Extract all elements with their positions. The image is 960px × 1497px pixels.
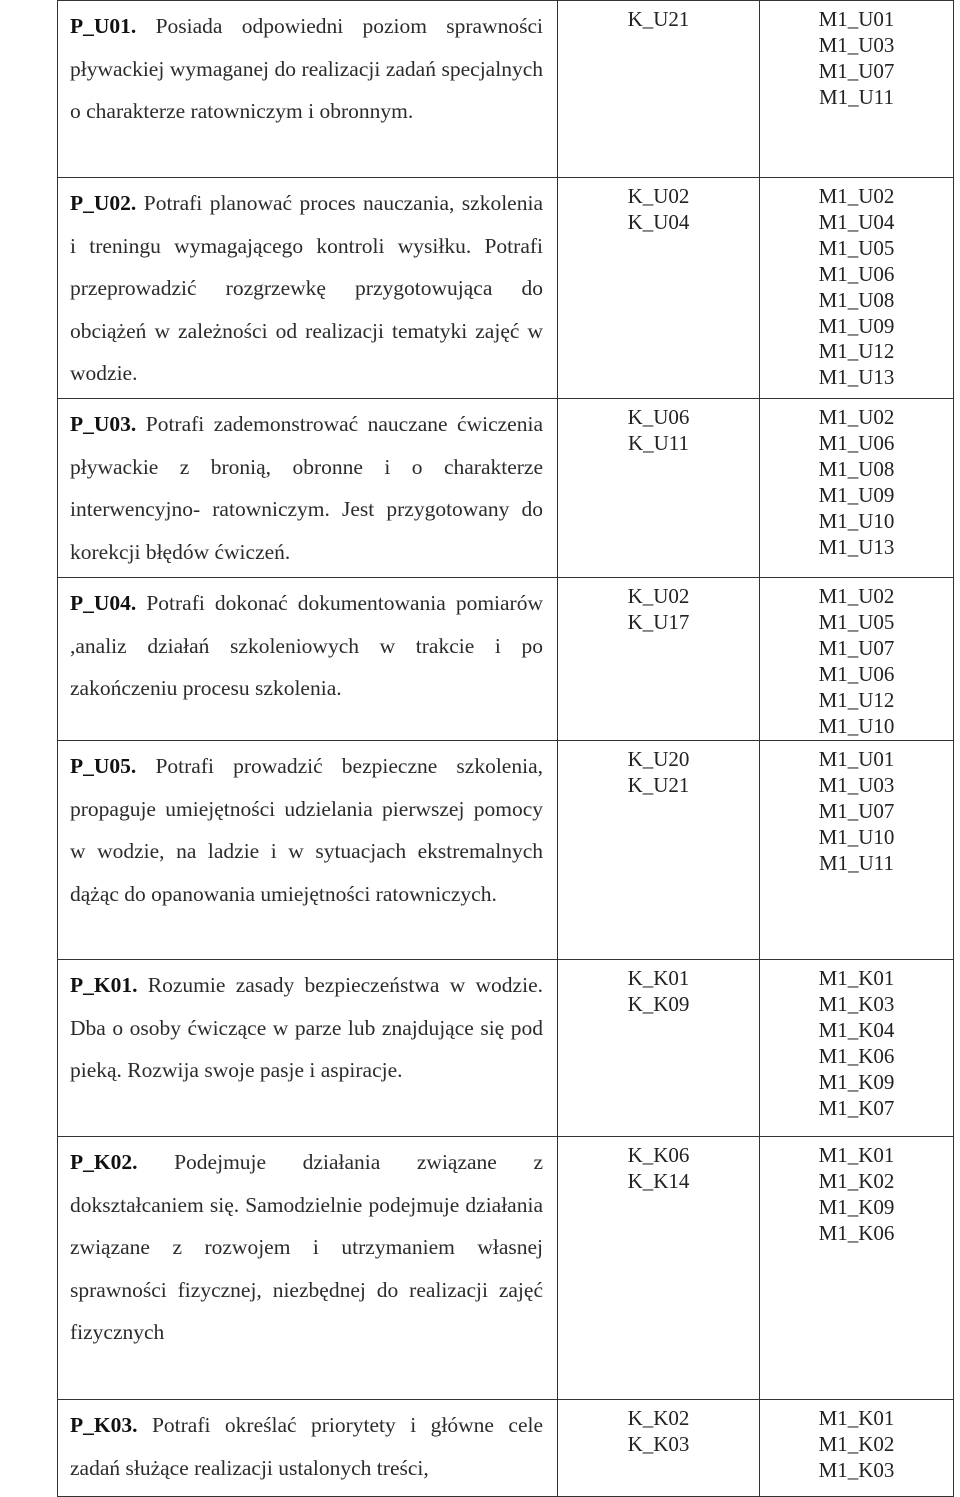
area-outcome-code: M1_U11 bbox=[818, 84, 895, 109]
area-outcome-code: M1_U06 bbox=[818, 261, 895, 286]
area-outcome-code: M1_K03 bbox=[818, 1457, 895, 1482]
area-outcome-code: M1_K09 bbox=[818, 1194, 895, 1219]
area-outcome-code: M1_U05 bbox=[818, 609, 895, 634]
field-outcome-code: K_K01 bbox=[627, 966, 690, 990]
area-outcomes-cell bbox=[760, 178, 954, 399]
field-outcome-code: K_U02 bbox=[627, 584, 690, 608]
area-outcome-code: M1_U08 bbox=[818, 456, 895, 481]
area-outcome-code: M1_U11 bbox=[818, 850, 895, 875]
outcome-description bbox=[58, 578, 558, 741]
area-outcome-code: M1_K07 bbox=[818, 1095, 895, 1120]
field-outcome-code: K_K03 bbox=[627, 1431, 690, 1456]
outcome-text: Potrafi określać priorytety i główne cele zadań służące realizacji ustalonych treści, bbox=[70, 1413, 543, 1480]
area-outcome-code: M1_U05 bbox=[818, 235, 895, 260]
outcome-code: P_U04. bbox=[70, 591, 137, 615]
area-outcome-code: M1_U07 bbox=[818, 635, 895, 660]
outcome-code: P_U03. bbox=[70, 412, 137, 436]
outcome-text: Potrafi zademonstrować nauczane ćwiczenia pływackie z bronią, obronne i o charakterze interwencyjno- ratowniczym. Jest przygotowany do korekcji błędów ćwiczeń. bbox=[70, 412, 543, 564]
field-outcomes-cell bbox=[558, 1, 760, 178]
field-outcome-code: K_U04 bbox=[627, 209, 690, 234]
outcome-description bbox=[58, 1137, 558, 1400]
area-outcomes-cell bbox=[760, 1, 954, 178]
area-outcome-code: M1_U07 bbox=[818, 58, 895, 83]
field-outcomes-cell bbox=[558, 578, 760, 741]
area-outcome-code: M1_U02 bbox=[818, 184, 895, 208]
field-outcome-code: K_U20 bbox=[627, 747, 690, 771]
field-outcomes-cell bbox=[558, 1137, 760, 1400]
outcome-code: P_U01. bbox=[70, 14, 137, 38]
outcome-code: P_K03. bbox=[70, 1413, 138, 1437]
field-outcomes-cell bbox=[558, 178, 760, 399]
field-outcome-code: K_U02 bbox=[627, 184, 690, 208]
area-outcomes-cell bbox=[760, 578, 954, 741]
area-outcome-code: M1_U12 bbox=[818, 687, 895, 712]
area-outcome-code: M1_U02 bbox=[818, 405, 895, 429]
outcome-description bbox=[58, 399, 558, 578]
field-outcome-code: K_U21 bbox=[627, 7, 690, 31]
area-outcomes-cell bbox=[760, 1400, 954, 1497]
table-row bbox=[58, 1, 954, 178]
area-outcome-code: M1_U13 bbox=[818, 534, 895, 559]
field-outcome-code: K_U06 bbox=[627, 405, 690, 429]
outcome-description bbox=[58, 1, 558, 178]
area-outcome-code: M1_U02 bbox=[818, 584, 895, 608]
table-row bbox=[58, 960, 954, 1137]
area-outcome-code: M1_K09 bbox=[818, 1069, 895, 1094]
outcome-text: Rozumie zasady bezpieczeństwa w wodzie. Dba o osoby ćwiczące w parze lub znajdujące się pod pieką. Rozwija swoje pasje i aspiracje. bbox=[70, 973, 543, 1082]
field-outcome-code: K_U21 bbox=[627, 772, 690, 797]
field-outcomes-cell bbox=[558, 399, 760, 578]
field-outcome-code: K_U11 bbox=[627, 430, 690, 455]
field-outcomes-cell bbox=[558, 960, 760, 1137]
area-outcome-code: M1_U01 bbox=[818, 747, 895, 771]
field-outcome-code: K_U17 bbox=[627, 609, 690, 634]
area-outcome-code: M1_K02 bbox=[818, 1431, 895, 1456]
field-outcome-code: K_K14 bbox=[627, 1168, 690, 1193]
area-outcome-code: M1_U10 bbox=[818, 508, 895, 533]
outcome-code: P_U02. bbox=[70, 191, 137, 215]
outcome-text: Posiada odpowiedni poziom sprawności pływackiej wymaganej do realizacji zadań specjalnych o charakterze ratowniczym i obronnym. bbox=[70, 14, 543, 123]
outcome-code: P_K02. bbox=[70, 1150, 138, 1174]
table-row bbox=[58, 178, 954, 399]
outcome-description bbox=[58, 960, 558, 1137]
area-outcome-code: M1_U13 bbox=[818, 365, 895, 390]
field-outcomes-cell bbox=[558, 1400, 760, 1497]
area-outcome-code: M1_U07 bbox=[818, 798, 895, 823]
area-outcome-code: M1_U12 bbox=[818, 339, 895, 364]
outcome-text: Potrafi prowadzić bezpieczne szkolenia, propaguje umiejętności udzielania pierwszej pomocy w wodzie, na ladzie i w sytuacjach ekstremalnych dążąc do opanowania umiejętności ratowniczych. bbox=[70, 754, 543, 906]
outcome-text: Potrafi dokonać dokumentowania pomiarów ,analiz działań szkoleniowych w trakcie i po zakończeniu procesu szkolenia. bbox=[70, 591, 543, 700]
table-row bbox=[58, 741, 954, 960]
table-body bbox=[58, 1, 954, 1497]
outcome-text: Potrafi planować proces nauczania, szkolenia i treningu wymagającego kontroli wysiłku. Potrafi przeprowadzić rozgrzewkę przygotowująca do obciążeń w zależności od realizacji tematyki zajęć w wodzie. bbox=[70, 191, 543, 385]
table-row bbox=[58, 399, 954, 578]
table-row bbox=[58, 1400, 954, 1497]
area-outcome-code: M1_U10 bbox=[818, 824, 895, 849]
area-outcome-code: M1_U09 bbox=[818, 313, 895, 338]
area-outcomes-cell bbox=[760, 741, 954, 960]
field-outcome-code: K_K02 bbox=[627, 1406, 690, 1430]
field-outcome-code: K_K06 bbox=[627, 1143, 690, 1167]
area-outcome-code: M1_K02 bbox=[818, 1168, 895, 1193]
area-outcome-code: M1_U08 bbox=[818, 287, 895, 312]
area-outcome-code: M1_U10 bbox=[818, 713, 895, 738]
outcome-text: Podejmuje działania związane z dokształcaniem się. Samodzielnie podejmuje działania związane z rozwojem i utrzymaniem własnej sprawności fizycznej, niezbędnej do realizacji zajęć fizycznych bbox=[70, 1150, 543, 1344]
area-outcome-code: M1_U03 bbox=[818, 32, 895, 57]
outcome-description bbox=[58, 178, 558, 399]
area-outcome-code: M1_U01 bbox=[818, 7, 895, 31]
area-outcome-code: M1_K06 bbox=[818, 1043, 895, 1068]
area-outcome-code: M1_K04 bbox=[818, 1017, 895, 1042]
table-row bbox=[58, 1137, 954, 1400]
area-outcome-code: M1_U04 bbox=[818, 209, 895, 234]
area-outcome-code: M1_K01 bbox=[818, 1406, 895, 1430]
outcome-code: P_U05. bbox=[70, 754, 137, 778]
table-row bbox=[58, 578, 954, 741]
area-outcome-code: M1_K03 bbox=[818, 991, 895, 1016]
outcome-description bbox=[58, 1400, 558, 1497]
area-outcomes-cell bbox=[760, 960, 954, 1137]
field-outcome-code: K_K09 bbox=[627, 991, 690, 1016]
area-outcome-code: M1_U06 bbox=[818, 661, 895, 686]
area-outcome-code: M1_U03 bbox=[818, 772, 895, 797]
area-outcome-code: M1_K01 bbox=[818, 966, 895, 990]
area-outcome-code: M1_K01 bbox=[818, 1143, 895, 1167]
area-outcomes-cell bbox=[760, 1137, 954, 1400]
area-outcome-code: M1_K06 bbox=[818, 1220, 895, 1245]
area-outcome-code: M1_U09 bbox=[818, 482, 895, 507]
area-outcomes-cell bbox=[760, 399, 954, 578]
outcome-code: P_K01. bbox=[70, 973, 138, 997]
area-outcome-code: M1_U06 bbox=[818, 430, 895, 455]
field-outcomes-cell bbox=[558, 741, 760, 960]
learning-outcomes-table bbox=[57, 0, 954, 1497]
outcome-description bbox=[58, 741, 558, 960]
